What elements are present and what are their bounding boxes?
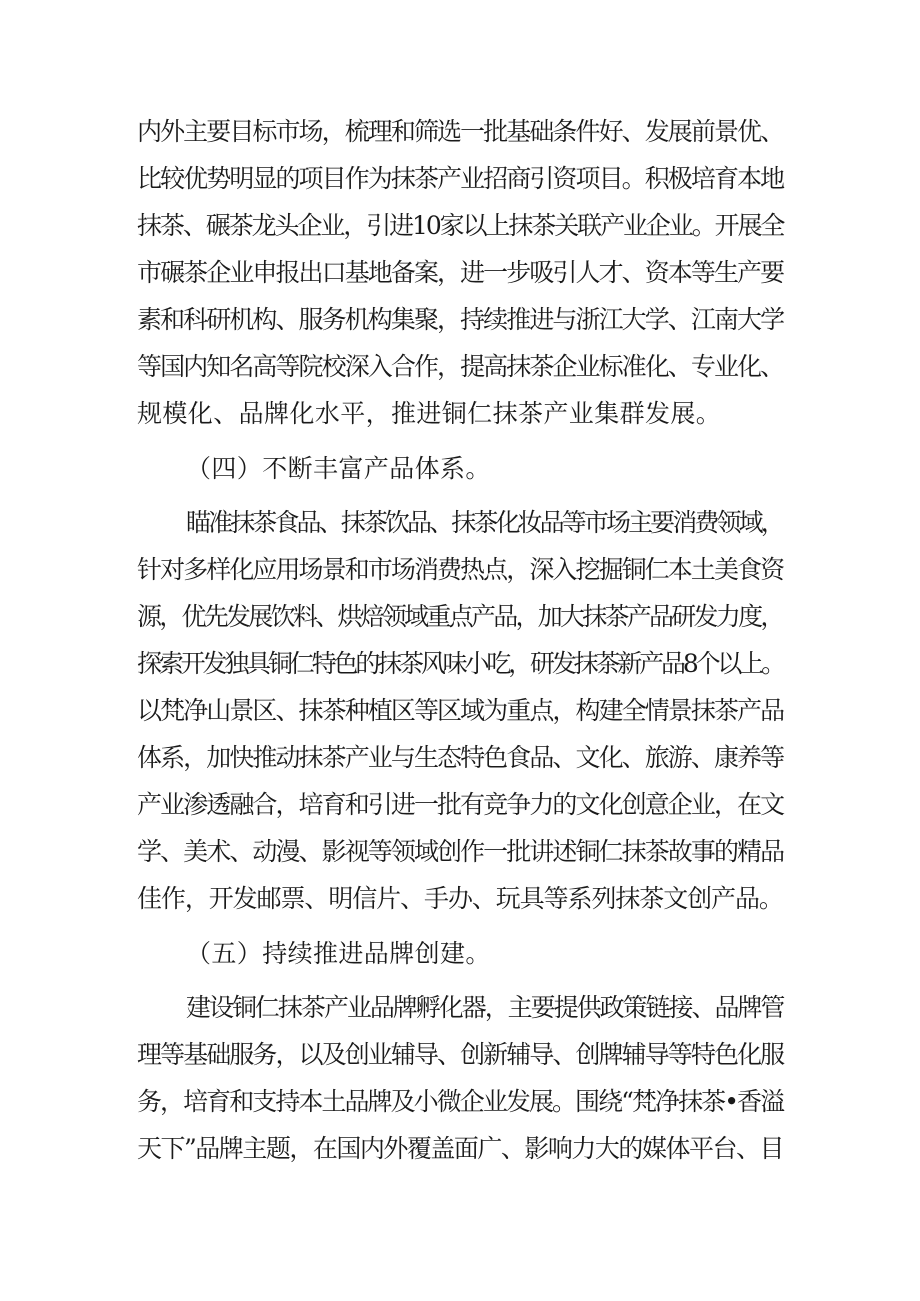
paragraph-1-line-2: 比较优势明显的项目作为抹茶产业招商引资项目。积极培育本地 [137,164,784,193]
paragraph-2-line-4: 探索开发独具铜仁特色的抹茶风味小吃，研发抹茶新产品8个以上。 [137,649,783,678]
paragraph-1-line-5: 素和科研机构、服务机构集聚，持续推进与浙江大学、江南大学 [137,305,784,334]
paragraph-2-line-9: 佳作，开发邮票、明信片、手办、玩具等系列抹茶文创产品。 [137,884,783,913]
paragraph-3-line-1: 建设铜仁抹茶产业品牌孵化器，主要提供政策链接、品牌管 [186,993,784,1022]
paragraph-1-line-7: 规模化、品牌化水平，推进铜仁抹茶产业集群发展。 [137,399,722,428]
paragraph-2-line-3: 源，优先发展饮料、烘焙领域重点产品，加大抹茶产品研发力度， [137,602,783,631]
paragraph-2-line-6: 体系，加快推动抹茶产业与生态特色食品、文化、旅游、康养等 [137,743,784,772]
section-heading-4: （四）不断丰富产品体系。 [186,454,491,483]
paragraph-1-line-6: 等国内知名高等院校深入合作，提高抹茶企业标准化、专业化、 [137,352,784,381]
paragraph-3-line-3: 务，培育和支持本土品牌及小微企业发展。围绕“梵净抹茶•香溢 [137,1087,784,1116]
paragraph-3-line-2: 理等基础服务，以及创业辅导、创新辅导、创牌辅导等特色化服 [137,1040,784,1069]
section-heading-5: （五）持续推进品牌创建。 [186,939,491,968]
paragraph-1-line-3: 抹茶、碾茶龙头企业，引进10家以上抹茶关联产业企业。开展全 [137,211,784,240]
paragraph-1-line-4: 市碾茶企业申报出口基地备案，进一步吸引人才、资本等生产要 [137,258,784,287]
paragraph-2-line-1: 瞄准抹茶食品、抹茶饮品、抹茶化妆品等市场主要消费领域， [186,508,783,537]
paragraph-2-line-2: 针对多样化应用场景和市场消费热点，深入挖掘铜仁本土美食资 [137,555,784,584]
paragraph-1-line-1: 内外主要目标市场，梳理和筛选一批基础条件好、发展前景优、 [137,117,784,146]
paragraph-3-line-4: 天下”品牌主题，在国内外覆盖面广、影响力大的媒体平台、目 [137,1134,783,1163]
paragraph-2-line-8: 学、美术、动漫、影视等领域创作一批讲述铜仁抹茶故事的精品 [137,837,784,866]
paragraph-2-line-5: 以梵净山景区、抹茶种植区等区域为重点，构建全情景抹茶产品 [137,696,784,725]
paragraph-2-line-7: 产业渗透融合，培育和引进一批有竞争力的文化创意企业，在文 [137,790,784,819]
